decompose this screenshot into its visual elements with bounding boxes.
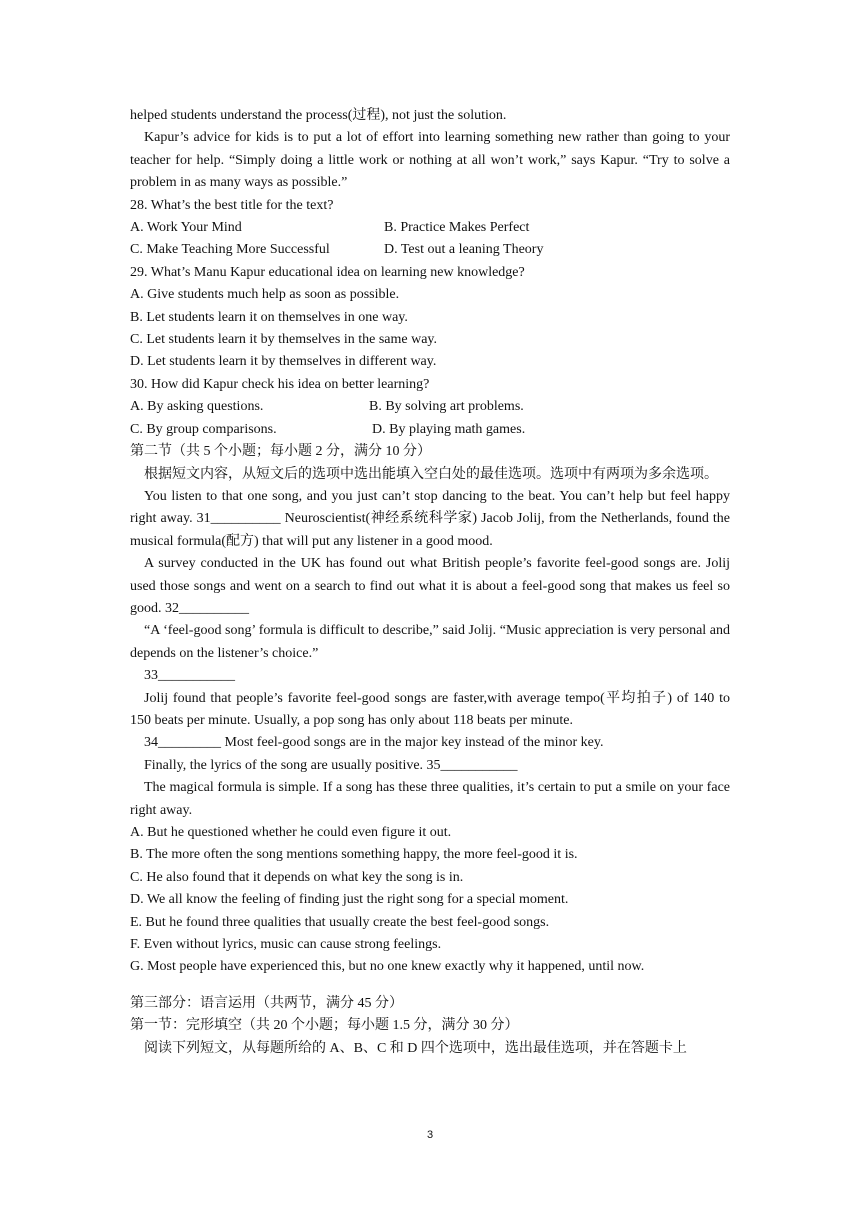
question-28: 28. What’s the best title for the text? (130, 197, 334, 213)
section-heading: 第二节（共 5 个小题；每小题 2 分，满分 10 分） (130, 444, 431, 460)
option-a: A. Give students much help as soon as possible. (130, 287, 400, 303)
passage-paragraph: You listen to that one song, and you just can’t stop dancing to the beat. You can’t help but feel happy right away. 31__________ Neuroscientist(神经系统科学家) Jacob Jolij, from the Netherlands, found the musical formula(配方) that will put any listener in a good mood. (130, 488, 730, 549)
option-d: D. By playing math games. (372, 421, 526, 437)
option-line: C. He also found that it depends on what key the song is in. (130, 869, 464, 885)
option-b: B. Let students learn it on themselves in one way. (130, 309, 408, 325)
passage-paragraph: “A ‘feel-good song’ formula is difficult to describe,” said Jolij. “Music appreciation is very personal and depends on the listener’s choice.” (130, 623, 730, 661)
options-row (130, 239, 730, 261)
option-line: B. The more often the song mentions something happy, the more feel-good it is. (130, 847, 578, 863)
option-line: A. But he questioned whether he could even figure it out. (130, 825, 452, 840)
part-subheading: 第一节：完形填空（共 20 个小题；每小题 1.5 分，满分 30 分） (130, 1018, 519, 1034)
passage-paragraph: The magical formula is simple. If a song has these three qualities, it’s certain to put a smile on your face right away. (130, 780, 730, 818)
option-line: G. Most people have experienced this, but no one knew exactly why it happened, until now. (130, 959, 645, 975)
option-line: D. We all know the feeling of finding just the right song for a special moment. (130, 892, 569, 908)
document-page (130, 105, 730, 1060)
part-instruction: 阅读下列短文，从每题所给的 A、B、C 和 D 四个选项中，选出最佳选项，并在答题卡上 (144, 1040, 687, 1056)
paragraph: helped students understand the process(过程), not just the solution. (130, 108, 507, 123)
paragraph: Kapur’s advice for kids is to put a lot of effort into learning something new rather than going to your teacher for help. “Simply doing a little work or nothing at all won’t work,” says Kapur. “Try to solve a problem in as many ways as possible.” (130, 130, 730, 191)
option-c: C. By group comparisons. (130, 421, 277, 437)
passage-paragraph: 34_________ Most feel-good songs are in the major key instead of the minor key. (144, 735, 604, 751)
passage-paragraph: Jolij found that people’s favorite feel-good songs are faster,with average tempo(平均拍子) of 140 to 150 beats per minute. Usually, a pop song has only about 118 beats per minute. (130, 690, 730, 728)
options-row (130, 217, 730, 239)
passage-paragraph: A survey conducted in the UK has found out what British people’s favorite feel-good songs are. Jolij used those songs and went on a search to find out what it is about a feel-good song that makes us feel so good. 32__________ (130, 556, 730, 616)
options-row (130, 419, 730, 441)
part-heading: 第三部分：语言运用（共两节，满分 45 分） (130, 995, 403, 1011)
question-30: 30. How did Kapur check his idea on better learning? (130, 376, 430, 392)
option-line: E. But he found three qualities that usually create the best feel-good songs. (130, 914, 550, 930)
option-a: A. Work Your Mind (130, 220, 242, 236)
option-d: D. Test out a leaning Theory (384, 242, 544, 258)
passage-paragraph: 33___________ (144, 668, 235, 684)
option-b: B. Practice Makes Perfect (384, 220, 530, 236)
option-line: F. Even without lyrics, music can cause strong feelings. (130, 937, 442, 953)
option-c: C. Let students learn it by themselves in the same way. (130, 332, 438, 348)
option-a: A. By asking questions. (130, 399, 264, 415)
option-c: C. Make Teaching More Successful (130, 242, 330, 258)
page-number: 3 (426, 1129, 434, 1141)
question-29: 29. What’s Manu Kapur educational idea on learning new knowledge? (130, 264, 525, 280)
option-d: D. Let students learn it by themselves in different way. (130, 354, 437, 370)
options-row (130, 396, 730, 418)
section-instruction: 根据短文内容，从短文后的选项中选出能填入空白处的最佳选项。选项中有两项为多余选项。 (144, 466, 718, 482)
spacer (130, 979, 730, 993)
option-b: B. By solving art problems. (369, 399, 524, 415)
passage-paragraph: Finally, the lyrics of the song are usually positive. 35___________ (144, 757, 518, 773)
